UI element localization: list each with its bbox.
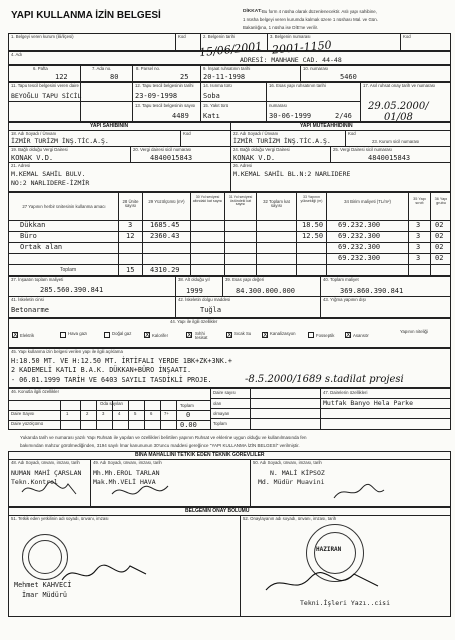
checkbox-septic: [308, 332, 314, 338]
feature-heating: Kalorifer: [152, 333, 169, 338]
number-kod: Kod: [403, 34, 411, 39]
feature-quality: Yapının niteliği: [400, 329, 428, 334]
ruhsat-number-value: 5460: [340, 73, 357, 81]
table-row-3-usage: Ortak alan: [20, 243, 63, 251]
inspector-1-title: Tekn.Kontrol: [11, 478, 58, 486]
approver-title: Tekni.İşleri Yazı..cisi: [300, 599, 391, 607]
feature-septic: Fosseptik: [316, 333, 335, 338]
approval-header: BELGENİN ONAY BÖLÜMÜ: [185, 508, 250, 514]
feature-electric: Elektrik: [20, 333, 35, 338]
inspector-3-label: 50. Adı Soyadı, ünvanı, imzası, tarih: [253, 460, 322, 465]
contractor-address-label: 26. Adresi: [233, 163, 253, 168]
address-row-box: [8, 51, 451, 65]
apartment-features-value: Mutfak Banyo Hela Parke: [323, 399, 414, 407]
contractor-vd-no-label: 25. Vergi Dairesi sicil numarası: [333, 147, 392, 152]
notice-line-3: Bakanlığına, 1 nüsha ise DİE'ne verilir.: [243, 25, 319, 30]
owner-address-label: 21. Adresi: [11, 163, 31, 168]
skeleton-type-value: Betonarme: [11, 306, 49, 314]
owner-name-label: 18. Adı Soyadı / Ünvanı: [11, 131, 57, 136]
tapu-sayi-value: 4489: [172, 112, 189, 120]
features-label: 44. Yapı ile ilgili özellikler: [170, 319, 218, 324]
permit-date-handwritten: 15/06/2001: [198, 39, 263, 60]
table-row-2-usage: Büro: [20, 232, 37, 240]
isinma-value: Soba: [203, 92, 220, 100]
apartment-count-total: 0: [186, 411, 191, 419]
isinma-label: 14. Isınma türü: [203, 83, 232, 88]
table-row-2-class: 3: [416, 232, 421, 240]
description-line-1: H:18.50 MT. VE H:12.50 MT. İRTİFALI YERDE 1BK+ZK+3NK.+: [11, 357, 232, 365]
inspectors-header: BİNA MAHALLİNİ TETKİK EDEN TEKNİK GÖREVLİLER: [135, 452, 265, 458]
col-header-area: 29 Yüzölçümü (m²): [148, 199, 185, 204]
filling-label: 42. İskeletin dolgu maddesi: [178, 297, 231, 302]
checkbox-gas: [60, 332, 66, 338]
contractor-vd-no-value: 4840015843: [368, 154, 411, 162]
pafta-value: 122: [55, 73, 68, 81]
table-total-label: Toplam: [60, 267, 77, 273]
apartment-count-label: Daire Sayısı: [11, 411, 35, 416]
contractor-vd-value: KONAK V.D.: [233, 154, 276, 162]
esas-ruhsat-date-label: 16. Esas yapı ruhsatının tarihi: [269, 83, 326, 88]
table-row-1-area: 1685.45: [150, 221, 180, 229]
col-header-height: 33 Yapının yüksekliği (m): [300, 195, 323, 203]
asil-ruhsat-number-handwritten: 01/08: [384, 112, 413, 123]
inspector-2-name: Mh.Mh.EROL TARLAN: [93, 469, 160, 477]
has-label: olan: [213, 401, 222, 406]
document-title: YAPI KULLANMA İZİN BELGESİ: [11, 10, 161, 21]
table-row-4-cost: 69.232.300: [338, 254, 381, 262]
inspector-1-label: 48. Adı Soyadı, ünvanı, imzası, tarih: [11, 460, 80, 465]
tapu-daire-label: 11. Tapu tescil belgesini veren daire: [11, 83, 79, 88]
table-row-2-cost: 69.232.300: [338, 232, 381, 240]
table-total-area: 4310.29: [150, 266, 180, 274]
contractor-header: YAPI MÜTEAHHİDİNİN: [300, 123, 353, 129]
date-label: 2. Belgenin tarihi: [203, 34, 236, 39]
owner-vd-value: KONAK V.D.: [11, 154, 54, 162]
checkbox-elevator: X: [346, 332, 351, 339]
approver-label: 52. Onaylayanın adı soyadı, ünvanı, imzası, tarih: [243, 516, 337, 521]
approval-text-line-2: bakımından mahzur görülmediğinden, 3194 sayılı İmar kanununun 30'uncu maddesi gereğince "YAPI KULLANMA İZİN BELGESİ" verilmiştir.: [20, 443, 300, 448]
owner-vd-label: 19. Bağlı olduğu Vergi Dairesi: [11, 147, 68, 152]
feature-gas: Hava gazı: [68, 331, 88, 336]
apartment-features-label: 47. Dairelerin özellikleri: [323, 390, 368, 395]
table-row-1-height: 18.50: [302, 221, 324, 229]
description-line-4-handwritten: -8.5.2000/1689 s.tadilat projesi: [245, 374, 404, 385]
col-header-unit-cost: 34 Birim maliyeti (TL/m²): [344, 199, 391, 204]
pafta-label: 6. Pafta: [33, 66, 48, 71]
table-row-4-class: 3: [416, 254, 421, 262]
table-row-1-cost: 69.232.300: [338, 221, 381, 229]
rooms-col-2: 2: [86, 411, 89, 416]
rooms-col-1: 1: [66, 411, 69, 416]
owner-address-line-2: NO:2 NARLIDERE-İZMİR: [11, 179, 90, 187]
description-line-3: - 06.01.1999 TARİH VE 6403 SAYILI TASDİKLİ PROJE.: [11, 376, 212, 384]
address-label: 4. Adı: [11, 52, 22, 57]
description-line-2: 2 KADEMELİ KATLI B.A.K. DÜKKAN+BÜRO İNŞAATI.: [11, 366, 192, 374]
table-row-1-class: 3: [416, 221, 421, 229]
inspector-1-name: NUMAN MAHİ ÇARSLAN: [11, 469, 82, 477]
asil-ruhsat-date-handwritten: 29.05.2000/: [368, 101, 429, 112]
col-header-floors-above: 31 Yol seviyesi üstündeki kat sayısı: [228, 195, 253, 207]
ruhsat-date-label: 9. İnşaat ruhsatının tarihi: [203, 66, 251, 71]
tapu-daire-value: BEYOĞLU TAPU SİCİL: [11, 92, 82, 100]
inspector-3-name: N. MALİ KİPSOZ: [270, 469, 325, 477]
table-row-3-class: 3: [416, 243, 421, 251]
skeleton-type-label: 41. İskeletin cinsi: [11, 297, 44, 302]
tapu-date-label: 12. Tapu tescil belgesinin tarihi: [135, 83, 194, 88]
number-label: 3. Belgenin numarası: [270, 34, 311, 39]
feature-sewage: Kanalizasyon: [270, 331, 296, 336]
inspector-3-signature: [330, 482, 390, 504]
contractor-kod: Kod: [348, 131, 356, 136]
owner-header: YAPI SAHİBİNİN: [90, 123, 129, 129]
permit-number-handwritten: 2001-1150: [271, 38, 333, 57]
description-label: 45. Yapı kullanma izin belgesi verilen yapı ile ilgili açıklama: [11, 349, 123, 354]
inspector-2-label: 49. Adı Soyadı, ünvanı, imzası, tarih: [93, 460, 162, 465]
approval-text-line-1: Yukarıda tarih ve numarası yazılı Yapı Ruhsatı ile yapılan ve özellikleri belirtilen yapının Ruhsat ve eklerine uygun olduğu ve kullanılmasında fen: [20, 435, 307, 440]
col-header-floors-below: 30 Yol seviyesi altındaki kat sayısı: [192, 195, 223, 203]
contractor-name-value: İZMİR TURİZM İNŞ.TİC.A.Ş.: [233, 137, 331, 145]
year-label: 38. Alt olduğu yıl: [178, 277, 210, 282]
contractor-name-label: 22. Adı Soyadı / Ünvanı: [233, 131, 279, 136]
inspector-2-signature: [110, 482, 180, 504]
notice-line-2: 1 nüsha belgeyi veren kurumda kalmak üzere 1 nüshası Mal. ve Gün.: [243, 17, 378, 22]
parsel-value: 25: [180, 73, 189, 81]
approver-signature: [262, 568, 382, 600]
inspector-1-signature: [20, 478, 80, 503]
feature-hot-water: Sıcak Su: [234, 331, 252, 336]
table-row-1-usage: Dükkan: [20, 221, 46, 229]
inspector-3-title: Md. Müdür Muavini: [258, 478, 325, 486]
issuer-label: 1. Belgeyi veren kurum (ilii/ilçesi): [11, 34, 74, 39]
table-row-2-units: 12: [126, 232, 135, 240]
features-total-label: Toplam: [213, 421, 227, 426]
filling-value: Tuğla: [200, 306, 222, 314]
stamp-text: HAZIRAN: [316, 546, 342, 553]
ada-label: 7. Ada no.: [92, 66, 112, 71]
total-cost-label: 37. İnşaatın toplam maliyeti: [11, 277, 64, 282]
reviewer-label: 51. Tetkik eden yetkilinin adı soyadı, ünvanı, imzası: [11, 516, 109, 521]
ruhsat-date-value: 20-11-1998: [203, 73, 246, 81]
reviewer-name: Mehmet KAHVECİ: [14, 581, 72, 589]
yakit-label: 15. Yakıt türü: [203, 103, 229, 108]
kurum-sicil-label: 23. Kurum sicil numarası: [372, 139, 420, 144]
owner-vd-no-value: 4840015843: [150, 154, 193, 162]
apartment-area-total: 0.00: [180, 421, 197, 429]
total-maliyet-label: 40. Toplam maliyet: [323, 277, 359, 282]
inspector-2-title: Mak.Mh.VELİ HAVA: [93, 478, 156, 486]
checkbox-heating: X: [145, 332, 150, 339]
issuer-kod: Kod: [178, 34, 186, 39]
base-value: 84.300.000.000: [236, 287, 296, 295]
apartment-area-label: Daire yüzölçümü: [11, 421, 44, 426]
owner-address-line-1: M.KEMAL SAHİL BULV.: [11, 170, 86, 178]
reviewer-title: İmar Müdürü: [22, 591, 68, 599]
parsel-label: 8. Parsel no.: [136, 66, 161, 71]
checkbox-hot-water: X: [227, 332, 232, 339]
base-value-label: 39. Esas yapı değeri: [225, 277, 265, 282]
tapu-sayi-label: 13. Tapu tescil belgesinin sayısı: [135, 103, 196, 108]
address-value: ADRESİ: MANHANE CAD. 44-48: [240, 56, 342, 64]
table-row-2-height: 12.50: [302, 232, 324, 240]
owner-name-value: İZMİR TURİZM İNŞ.TİC.A.Ş.: [11, 137, 109, 145]
total-maliyet-value: 369.860.390.841: [340, 287, 404, 295]
esas-ruhsat-number-label: numarası: [269, 103, 287, 108]
checkbox-sewage: X: [263, 332, 268, 339]
total-cost-value: 285.560.390.841: [40, 286, 104, 294]
feature-plumbing: Sıhhi tesisat: [195, 331, 208, 341]
rooms-col-3: 3: [102, 411, 105, 416]
notice-line-1: Bu form 4 nüsha olarak düzenlenecektir. Aslı yapı sahibine,: [262, 9, 377, 14]
table-row-3-cost: 69.232.300: [338, 243, 381, 251]
col-header-usage: 27 Yapının herbir ünitesinin kullanma amacı: [22, 204, 106, 209]
asil-ruhsat-label: 17. Asıl ruhsat onay tarih ve numarası: [363, 83, 436, 88]
owner-vd-no-label: 20. Vergi dairesi sicil numarası: [133, 147, 192, 152]
rooms-label: 46. Konutla ilgili özellikler: [11, 389, 60, 394]
checkbox-electric: X: [13, 332, 18, 339]
table-row-4-group: 02: [435, 254, 444, 262]
rooms-count-header: Oda sayıları: [100, 401, 124, 406]
table-row-3-group: 02: [435, 243, 444, 251]
ruhsat-number-label: 10. numarası: [303, 66, 329, 71]
feature-natural-gas: Doğal gaz: [112, 331, 132, 336]
table-row-2-area: 2360.43: [150, 232, 180, 240]
col-header-class: 35 Yapı sınıfı: [413, 197, 426, 205]
checkbox-plumbing: X: [187, 332, 192, 339]
notice-head: DİKKAT:: [243, 9, 262, 14]
rooms-col-4: 4: [118, 411, 121, 416]
contractor-address-value: M.KEMAL SAHİL BL.N:2 NARLIDERE: [233, 170, 351, 178]
table-total-units: 15: [126, 266, 135, 274]
owner-kod: Kod: [183, 131, 191, 136]
contractor-vd-label: 24. Bağlı olduğu Vergi Dairesi: [233, 147, 290, 152]
masonry-label: 43. Yığma yapının dışı: [323, 297, 366, 302]
table-row-1-units: 3: [128, 221, 133, 229]
has-not-label: olmayan: [213, 411, 230, 416]
esas-ruhsat-date-value: 30-06-1999: [269, 112, 312, 120]
yakit-value: Katı: [203, 112, 220, 120]
tapu-date-value: 23-09-1998: [135, 92, 178, 100]
reviewer-signature: [60, 560, 150, 590]
daire-sayi-label: Daire sayısı: [213, 390, 236, 395]
col-header-group: 36 Yapı grubu: [434, 197, 448, 205]
year-value: 1999: [186, 287, 203, 295]
col-header-unit-count: 28 Ünite sayısı: [122, 199, 139, 209]
rooms-col-7: 7+: [164, 411, 169, 416]
rooms-col-5: 5: [134, 411, 137, 416]
rooms-col-total: Toplam: [180, 403, 194, 408]
rooms-col-6: 6: [150, 411, 153, 416]
checkbox-natural-gas: [104, 332, 110, 338]
table-row-1-group: 02: [435, 221, 444, 229]
ada-value: 80: [110, 73, 119, 81]
esas-ruhsat-number-value: 2/46: [335, 112, 352, 120]
col-header-total-floors: 32 Toplam kat sayısı: [263, 199, 290, 209]
table-row-2-group: 02: [435, 232, 444, 240]
feature-elevator: Asansör: [353, 333, 369, 338]
